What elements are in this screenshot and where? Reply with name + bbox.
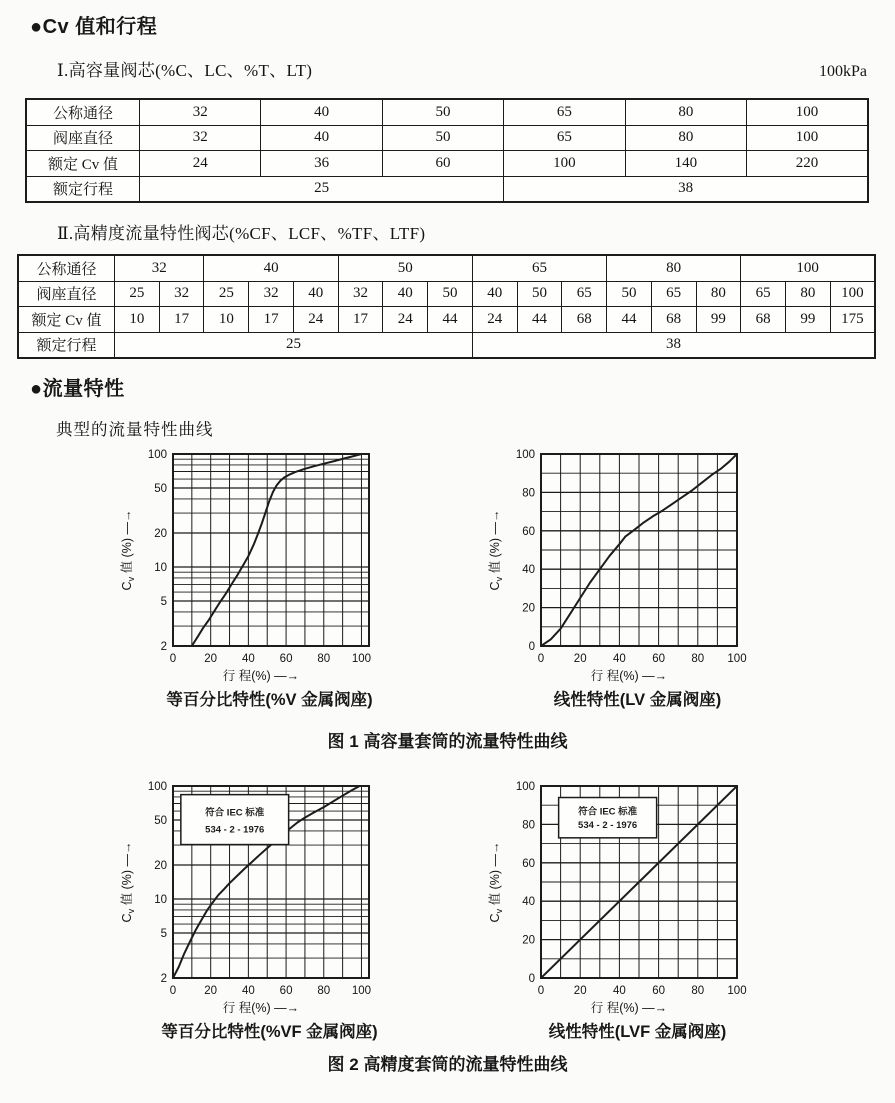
table-cell: 24 [140, 151, 261, 177]
table-cell: 40 [383, 281, 428, 307]
y-tick-label: 2 [160, 641, 167, 653]
x-axis-label: 行 程(%) —→ [590, 1001, 668, 1015]
table-row [18, 307, 875, 333]
table-cell: 25 [140, 176, 504, 202]
x-tick-label: 0 [169, 653, 177, 665]
table-cell: 80 [625, 99, 746, 125]
table-cell: 50 [428, 281, 473, 307]
x-tick-label: 80 [317, 653, 331, 665]
y-tick-label: 20 [522, 602, 535, 615]
iec-standard-text: 符合 IEC 标准 [205, 807, 265, 819]
table-cell: 100 [830, 281, 875, 307]
table-cell: 40 [204, 255, 338, 281]
iec-standard-box [559, 798, 657, 838]
y-tick-label: 0 [528, 641, 535, 653]
x-tick-label: 20 [204, 985, 218, 997]
y-tick-label: 20 [154, 527, 167, 540]
table-cell: 40 [261, 99, 382, 125]
x-tick-label: 20 [573, 653, 587, 665]
x-axis-label: 行 程(%) —→ [222, 669, 300, 683]
x-tick-label: 0 [537, 653, 545, 665]
y-tick-label: 80 [522, 487, 535, 500]
x-tick-label: 100 [351, 985, 372, 997]
figure2-caption: 图 2 高精度套筒的流量特性曲线 [327, 1055, 568, 1074]
table-cell: 32 [115, 255, 204, 281]
table-cell: 100 [747, 125, 868, 151]
x-tick-label: 0 [169, 985, 177, 997]
table-row [26, 151, 868, 177]
x-tick-label: 40 [613, 653, 626, 665]
x-tick-label: 100 [351, 653, 372, 665]
table-cell: 25 [204, 281, 249, 307]
table-cell: 10 [204, 307, 249, 333]
chart-linear-lv [473, 446, 773, 710]
section-heading-cv-travel: ●Cv 值和行程 [30, 16, 158, 38]
table-cell: 140 [625, 151, 746, 177]
row-label: 额定 Cv 值 [26, 151, 140, 177]
section1-title: Ⅰ.高容量阀芯(%C、LC、%T、LT) [57, 61, 313, 80]
y-tick-label: 20 [154, 859, 167, 872]
table-cell: 99 [786, 307, 831, 333]
table-cell: 68 [741, 307, 786, 333]
chart-caption: 线性特性(LVF 金属阀座) [548, 1023, 727, 1041]
table-cell: 32 [140, 99, 261, 125]
chart-caption: 等百分比特性(%V 金属阀座) [166, 691, 373, 709]
table-row [26, 125, 868, 151]
pressure-note: 100kPa [819, 63, 867, 80]
iec-standard-text: 符合 IEC 标准 [578, 806, 638, 818]
x-tick-label: 20 [204, 653, 218, 665]
table-cell: 38 [504, 176, 868, 202]
iec-standard-text: 534 - 2 - 1976 [578, 820, 638, 832]
y-tick-label: 100 [515, 781, 535, 793]
y-axis-label: $C_v$ 值 (%) —→ [120, 509, 136, 591]
table-cell: 44 [517, 307, 562, 333]
table-cell: 17 [249, 307, 294, 333]
table-cell: 50 [382, 99, 503, 125]
y-tick-label: 2 [160, 973, 167, 985]
table-row [26, 99, 868, 125]
table-cell: 44 [607, 307, 652, 333]
row-label: 额定行程 [18, 332, 115, 358]
y-tick-label: 10 [154, 562, 167, 575]
y-tick-label: 5 [160, 928, 167, 941]
table-cell: 68 [651, 307, 696, 333]
table-cell: 220 [747, 151, 868, 177]
table-cell: 32 [338, 281, 383, 307]
cv-table-high-precision [17, 254, 876, 359]
table-cell: 175 [830, 307, 875, 333]
row-label: 阀座直径 [18, 281, 115, 307]
x-tick-label: 40 [241, 653, 255, 665]
table-cell: 17 [159, 307, 204, 333]
plot-area [173, 454, 369, 646]
chart-caption: 等百分比特性(%VF 金属阀座) [161, 1023, 378, 1041]
table-cell: 99 [696, 307, 741, 333]
table-cell: 50 [382, 125, 503, 151]
table-cell: 24 [472, 307, 517, 333]
x-tick-label: 60 [652, 653, 665, 665]
y-tick-label: 0 [528, 973, 535, 985]
table-cell: 65 [504, 125, 625, 151]
table-cell: 24 [383, 307, 428, 333]
y-tick-label: 60 [522, 525, 535, 538]
table-cell: 65 [651, 281, 696, 307]
y-tick-label: 5 [160, 596, 167, 609]
table-cell: 24 [293, 307, 338, 333]
y-tick-label: 100 [147, 449, 167, 461]
y-tick-label: 50 [154, 815, 167, 828]
y-tick-label: 80 [522, 819, 535, 832]
row-label: 额定行程 [26, 176, 140, 202]
table-row [26, 176, 868, 202]
table-cell: 40 [472, 281, 517, 307]
flow-subtitle: 典型的流量特性曲线 [56, 420, 214, 439]
y-tick-label: 40 [522, 564, 535, 577]
row-label: 阀座直径 [26, 125, 140, 151]
x-tick-label: 60 [652, 985, 665, 997]
table-cell: 40 [293, 281, 338, 307]
table-cell: 100 [504, 151, 625, 177]
y-tick-label: 60 [522, 857, 535, 870]
table-cell: 80 [625, 125, 746, 151]
table-cell: 25 [115, 281, 160, 307]
x-tick-label: 60 [279, 653, 293, 665]
table-cell: 60 [382, 151, 503, 177]
table-cell: 50 [338, 255, 472, 281]
y-tick-label: 100 [515, 449, 535, 461]
row-label: 公称通径 [26, 99, 140, 125]
chart-linear-lvf [473, 778, 773, 1042]
x-tick-label: 80 [317, 985, 331, 997]
table-cell: 38 [472, 332, 875, 358]
table-cell: 65 [472, 255, 606, 281]
table-cell: 68 [562, 307, 607, 333]
flow-chart-svg [473, 446, 773, 684]
section2-header-row [57, 219, 867, 244]
flow-chart-svg [105, 778, 405, 1016]
chart-equal-percentage-v [105, 446, 405, 710]
table-cell: 36 [261, 151, 382, 177]
x-tick-label: 0 [537, 985, 545, 997]
iec-standard-box [181, 795, 289, 845]
cv-table-high-capacity [25, 98, 869, 203]
table-row [18, 332, 875, 358]
x-axis-label: 行 程(%) —→ [222, 1001, 300, 1015]
section-heading-flow: ●流量特性 [30, 378, 125, 400]
table-row [18, 281, 875, 307]
y-tick-label: 20 [522, 934, 535, 947]
table-cell: 17 [338, 307, 383, 333]
table-cell: 80 [607, 255, 741, 281]
iec-standard-text: 534 - 2 - 1976 [205, 824, 265, 836]
table-cell: 32 [159, 281, 204, 307]
table-cell: 32 [249, 281, 294, 307]
flow-chart-svg [105, 446, 405, 684]
table-cell: 65 [741, 281, 786, 307]
y-axis-label: $C_v$ 值 (%) —→ [120, 841, 136, 923]
table-cell: 50 [517, 281, 562, 307]
table-cell: 40 [261, 125, 382, 151]
table-cell: 65 [504, 99, 625, 125]
flow-chart-svg [473, 778, 773, 1016]
table-cell: 25 [115, 332, 473, 358]
row-label: 额定 Cv 值 [18, 307, 115, 333]
y-tick-label: 100 [147, 781, 167, 793]
chart-caption: 线性特性(LV 金属阀座) [553, 691, 722, 709]
x-tick-label: 100 [727, 653, 747, 665]
x-axis-label: 行 程(%) —→ [590, 669, 668, 683]
x-tick-label: 80 [691, 985, 705, 997]
y-tick-label: 50 [154, 483, 167, 496]
table-cell: 80 [696, 281, 741, 307]
y-axis-label: $C_v$ 值 (%) —→ [488, 509, 504, 591]
table-cell: 50 [607, 281, 652, 307]
x-tick-label: 40 [613, 985, 626, 997]
y-tick-label: 40 [522, 896, 535, 909]
table-cell: 10 [115, 307, 160, 333]
x-tick-label: 100 [727, 985, 747, 997]
figure1-caption: 图 1 高容量套筒的流量特性曲线 [327, 732, 568, 751]
x-tick-label: 40 [241, 985, 255, 997]
x-tick-label: 20 [573, 985, 587, 997]
x-tick-label: 60 [279, 985, 293, 997]
table-row [18, 255, 875, 281]
table-cell: 32 [140, 125, 261, 151]
table-cell: 65 [562, 281, 607, 307]
table-cell: 44 [428, 307, 473, 333]
section2-title: Ⅱ.高精度流量特性阀芯(%CF、LCF、%TF、LTF) [57, 224, 426, 243]
x-tick-label: 80 [691, 653, 705, 665]
table-cell: 100 [741, 255, 875, 281]
y-axis-label: $C_v$ 值 (%) —→ [488, 841, 504, 923]
table-cell: 80 [786, 281, 831, 307]
y-tick-label: 10 [154, 894, 167, 907]
section1-header-row [57, 56, 867, 81]
chart-equal-percentage-vf [105, 778, 405, 1042]
table-cell: 100 [747, 99, 868, 125]
row-label: 公称通径 [18, 255, 115, 281]
